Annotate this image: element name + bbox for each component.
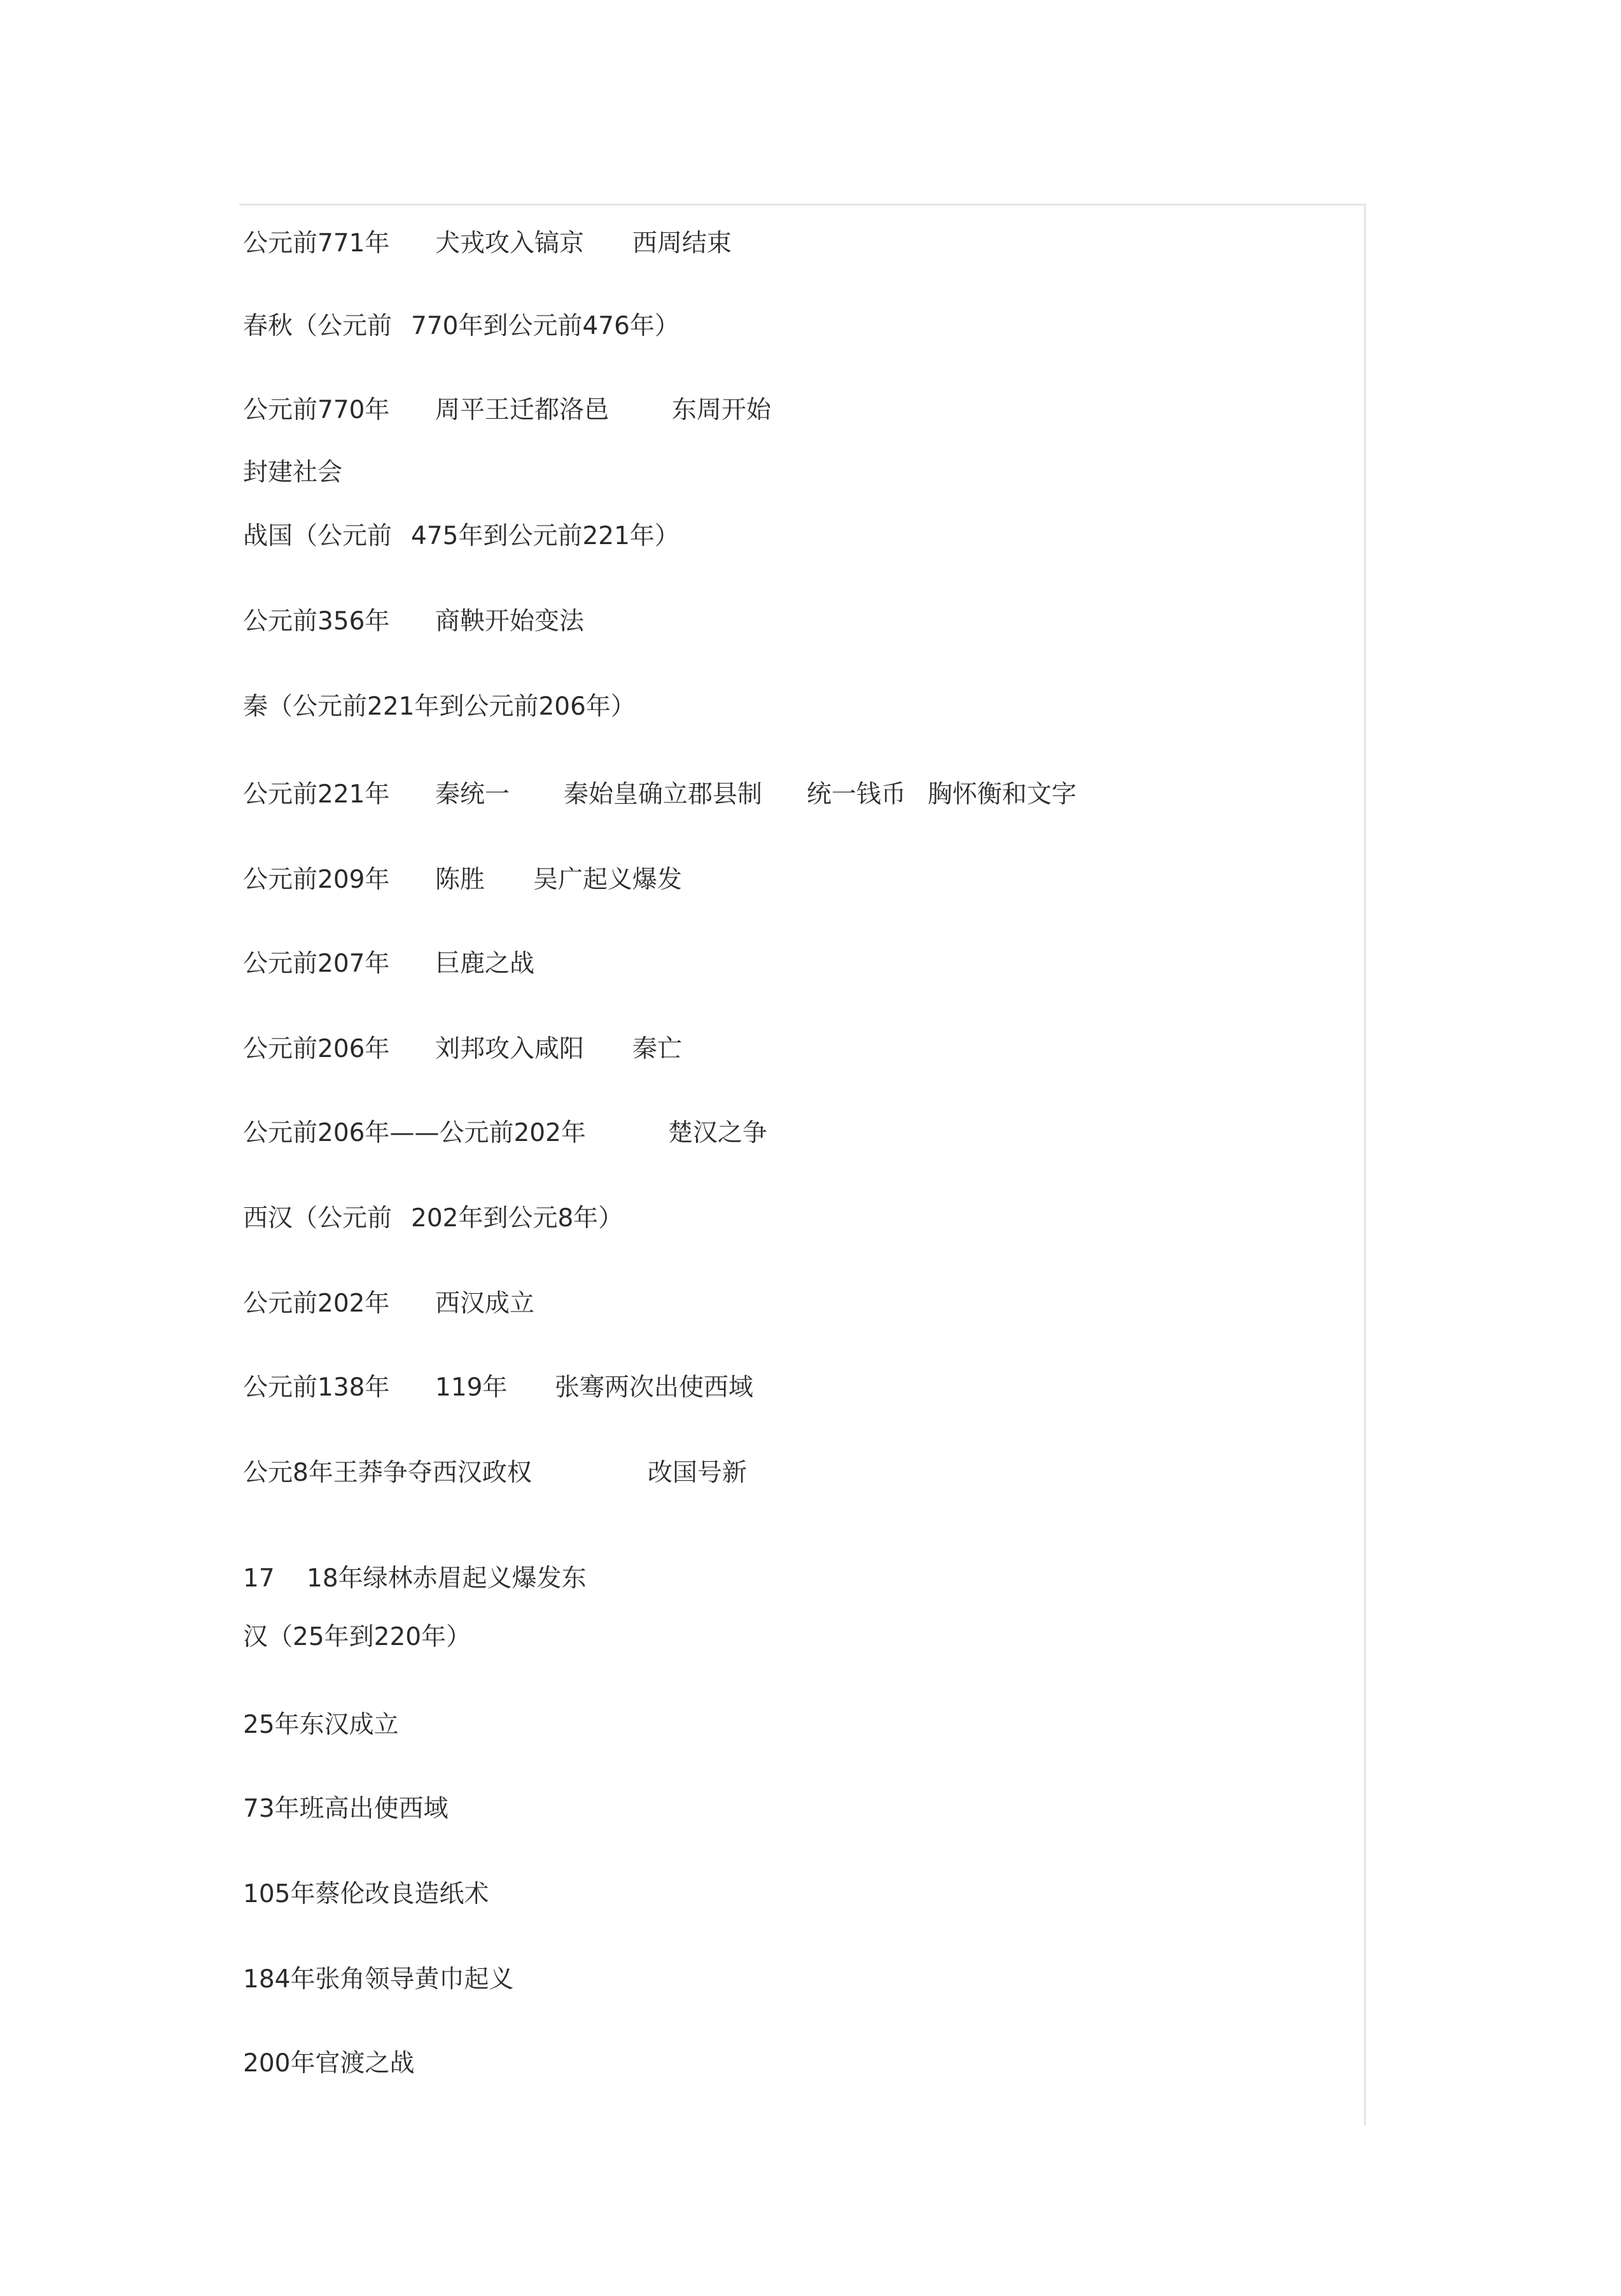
entry-date: 公元前770年 bbox=[243, 396, 390, 424]
page-frame-top-border bbox=[239, 204, 1367, 206]
period-range: 770年到公元前476年） bbox=[411, 312, 679, 340]
entry-date: 公元前206年——公元前202年 bbox=[243, 1119, 586, 1147]
entry-event: 公元8年王莽争夺西汉政权 bbox=[243, 1459, 532, 1487]
entry-event: 吴广起义爆发 bbox=[533, 865, 683, 894]
entry-event: 改国号新 bbox=[648, 1459, 748, 1487]
entry-date: 公元前209年 bbox=[243, 865, 390, 894]
entry-event: 胸怀衡和文字 bbox=[928, 780, 1077, 809]
entry-event: 西周结束 bbox=[632, 229, 732, 258]
entry-event: 商鞅开始变法 bbox=[435, 607, 585, 636]
entry-event: 25年东汉成立 bbox=[243, 1711, 399, 1739]
period-label: 春秋（公元前 bbox=[243, 312, 393, 340]
entry-event: 周平王迁都洛邑 bbox=[435, 396, 609, 424]
entry-event: 秦亡 bbox=[632, 1035, 683, 1063]
entry-event: 巨鹿之战 bbox=[435, 949, 535, 978]
entry-event: 张骞两次出使西域 bbox=[555, 1373, 754, 1402]
period-range: 475年到公元前221年） bbox=[411, 522, 679, 550]
period-label: 汉（25年到220年） bbox=[243, 1623, 471, 1651]
entry-event: 184年张角领导黄巾起义 bbox=[243, 1965, 514, 1994]
entry-date: 公元前356年 bbox=[243, 607, 390, 636]
entry-event: 统一钱币 bbox=[807, 780, 907, 809]
entry-event: 刘邦攻入咸阳 bbox=[435, 1035, 585, 1063]
entry-date: 119年 bbox=[435, 1373, 508, 1402]
entry-event: 105年蔡伦改良造纸术 bbox=[243, 1880, 489, 1908]
entry-event: 18年绿林赤眉起义爆发东 bbox=[307, 1564, 587, 1593]
period-label: 西汉（公元前 bbox=[243, 1204, 393, 1233]
entry-event: 陈胜 bbox=[435, 865, 485, 894]
entry-date: 公元前207年 bbox=[243, 949, 390, 978]
entry-date: 公元前771年 bbox=[243, 229, 390, 258]
period-range: 202年到公元8年） bbox=[411, 1204, 623, 1233]
period-label: 秦（公元前221年到公元前206年） bbox=[243, 692, 636, 721]
entry-date: 公元前206年 bbox=[243, 1035, 390, 1063]
entry-event: 秦统一 bbox=[435, 780, 510, 809]
entry-date: 公元前138年 bbox=[243, 1373, 390, 1402]
note-text: 封建社会 bbox=[243, 458, 343, 487]
entry-date: 公元前221年 bbox=[243, 780, 390, 809]
entry-date: 公元前202年 bbox=[243, 1289, 390, 1318]
entry-event: 200年官渡之战 bbox=[243, 2049, 415, 2078]
entry-event: 秦始皇确立郡县制 bbox=[564, 780, 763, 809]
entry-event: 东周开始 bbox=[672, 396, 772, 424]
entry-date: 17 bbox=[243, 1564, 275, 1593]
entry-event: 西汉成立 bbox=[435, 1289, 535, 1318]
entry-event: 楚汉之争 bbox=[668, 1119, 768, 1147]
entry-event: 犬戎攻入镐京 bbox=[435, 229, 585, 258]
page-frame-right-border bbox=[1364, 204, 1366, 2125]
entry-event: 73年班高出使西域 bbox=[243, 1795, 449, 1823]
period-label: 战国（公元前 bbox=[243, 522, 393, 550]
